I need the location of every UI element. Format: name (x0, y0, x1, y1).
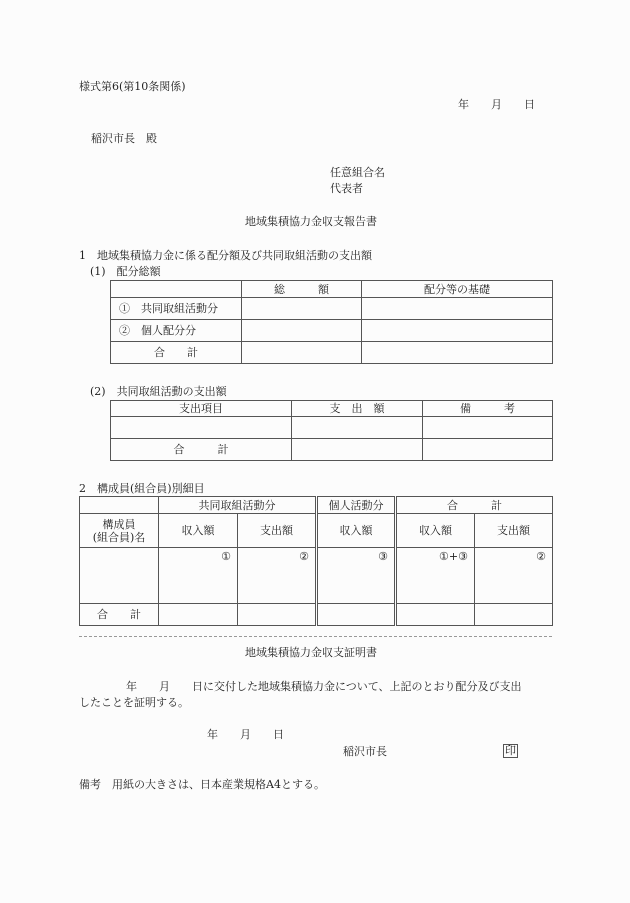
total-expense-total[interactable] (475, 604, 553, 626)
header-basis: 配分等の基礎 (362, 281, 553, 298)
individual-income-total[interactable] (317, 604, 396, 626)
col-individual-income: 収入額 (317, 514, 396, 548)
addressee: 稲沢市長 殿 (91, 132, 157, 145)
total-input[interactable] (242, 298, 362, 320)
col-joint-expense: 支出額 (238, 514, 317, 548)
organization-name-label: 任意組合名 (330, 166, 385, 179)
row-label: ① 共同取組活動分 (111, 298, 242, 320)
member-name-header: 構成員 (組合員)名 (80, 514, 159, 548)
item-input[interactable] (111, 417, 292, 439)
joint-expense-total[interactable] (238, 604, 317, 626)
total-label: 合 計 (111, 439, 292, 461)
member-name-input[interactable] (80, 548, 159, 604)
total-input[interactable] (242, 320, 362, 342)
amount-input[interactable] (292, 417, 423, 439)
header-note: 備 考 (423, 401, 553, 417)
row-label: 合 計 (111, 342, 242, 364)
cut-line-divider (79, 636, 552, 637)
joint-activity-expense-table (110, 400, 553, 461)
header-blank (111, 281, 242, 298)
basis-input[interactable] (362, 320, 553, 342)
section1-sub2-heading: (2) 共同取組活動の支出額 (90, 385, 227, 398)
form-number: 様式第6(第10条関係) (79, 80, 186, 93)
certificate-body-line2: したことを証明する。 (79, 696, 189, 709)
joint-income-total[interactable] (159, 604, 238, 626)
total-input[interactable] (242, 342, 362, 364)
joint-expense-input[interactable]: ② (238, 548, 317, 604)
section1-heading: 1 地域集積協力金に係る配分額及び共同取組活動の支出額 (79, 249, 372, 262)
total-expense-input[interactable]: ② (475, 548, 553, 604)
note-input[interactable] (423, 439, 553, 461)
section1-sub1-heading: (1) 配分総額 (90, 265, 161, 278)
report-title: 地域集積協力金収支報告書 (245, 215, 377, 228)
joint-income-input[interactable]: ① (159, 548, 238, 604)
amount-input[interactable] (292, 439, 423, 461)
member-breakdown-table (79, 496, 553, 626)
representative-label: 代表者 (330, 182, 363, 195)
seal-mark: 印 (505, 744, 516, 757)
remarks: 備考 用紙の大きさは、日本産業規格A4とする。 (79, 778, 325, 791)
certificate-date: 年 月 日 (207, 728, 284, 741)
note-input[interactable] (423, 417, 553, 439)
basis-input[interactable] (362, 342, 553, 364)
total-label: 合 計 (80, 604, 159, 626)
certificate-title: 地域集積協力金収支証明書 (245, 646, 377, 659)
col-total-expense: 支出額 (475, 514, 553, 548)
total-income-total[interactable] (396, 604, 475, 626)
section2-heading: 2 構成員(組合員)別細目 (79, 482, 205, 495)
header-amount: 支 出 額 (292, 401, 423, 417)
individual-income-input[interactable]: ③ (317, 548, 396, 604)
group-total: 合 計 (396, 497, 553, 514)
certificate-issuer: 稲沢市長 (343, 745, 387, 758)
col-joint-income: 収入額 (159, 514, 238, 548)
header-total: 総 額 (242, 281, 362, 298)
group-joint-activity: 共同取組活動分 (159, 497, 317, 514)
basis-input[interactable] (362, 298, 553, 320)
certificate-body-line1: 年 月 日に交付した地域集積協力金について、上記のとおり配分及び支出 (126, 680, 522, 693)
col-total-income: 収入額 (396, 514, 475, 548)
seal-icon (503, 744, 518, 758)
header-item: 支出項目 (111, 401, 292, 417)
row-label: ② 個人配分分 (111, 320, 242, 342)
allocation-total-table (110, 280, 553, 364)
corner-blank (80, 497, 159, 514)
group-individual-activity: 個人活動分 (317, 497, 396, 514)
total-income-input[interactable]: ①+③ (396, 548, 475, 604)
report-date: 年 月 日 (458, 98, 535, 111)
